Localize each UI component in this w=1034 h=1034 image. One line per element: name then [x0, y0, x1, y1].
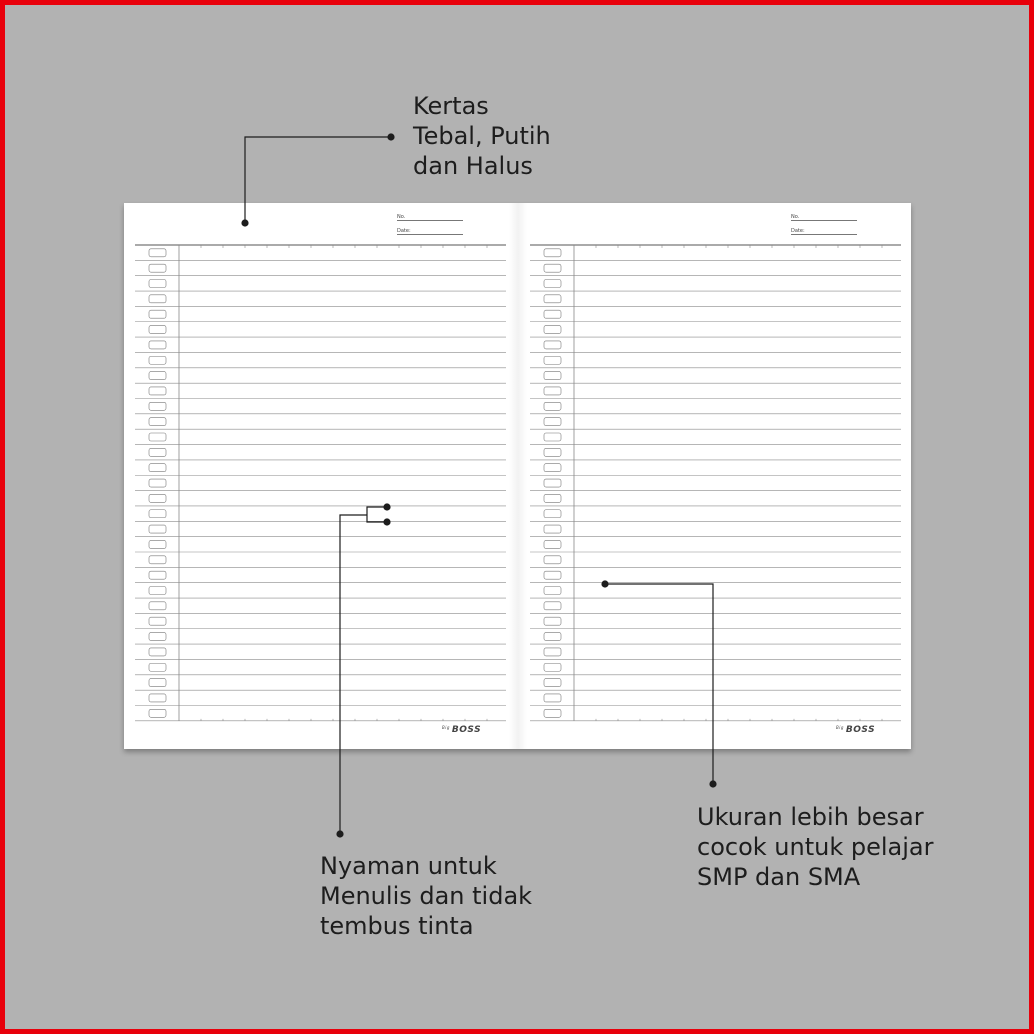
- callout-paper-quality: [413, 91, 551, 181]
- leader-line-size: [605, 584, 713, 784]
- callout-line: Kertas: [413, 92, 489, 120]
- no-label: No.: [397, 214, 406, 220]
- brand-prefix: Big: [836, 725, 844, 730]
- callout-line: SMP dan SMA: [697, 863, 861, 891]
- no-label: No.: [791, 214, 800, 220]
- leader-dot: [387, 133, 394, 140]
- leader-dot: [601, 580, 608, 587]
- brand-name: BOSS: [451, 725, 482, 735]
- callout-size: [697, 802, 933, 892]
- callout-line: cocok untuk pelajar: [697, 833, 934, 861]
- callout-line: Tebal, Putih: [413, 122, 551, 150]
- date-label: Date:: [791, 228, 805, 234]
- date-label: Date:: [397, 228, 411, 234]
- leader-line-writing-comfort: [340, 515, 367, 834]
- brand-prefix: Big: [442, 725, 450, 730]
- callout-line: Nyaman untuk: [320, 852, 497, 880]
- callout-line: dan Halus: [413, 152, 533, 180]
- leader-dot: [241, 219, 248, 226]
- leader-line-paper-quality: [245, 137, 391, 223]
- callout-line: Ukuran lebih besar: [697, 803, 924, 831]
- leader-dot: [383, 518, 390, 525]
- leader-dot: [383, 503, 390, 510]
- leader-dot: [709, 780, 716, 787]
- callout-line: tembus tinta: [320, 912, 474, 940]
- callout-writing-comfort: [320, 851, 532, 941]
- callout-line: Menulis dan tidak: [320, 882, 533, 910]
- leader-line-writing-bracket: [367, 507, 387, 522]
- brand-name: BOSS: [845, 725, 876, 735]
- leader-dot: [336, 830, 343, 837]
